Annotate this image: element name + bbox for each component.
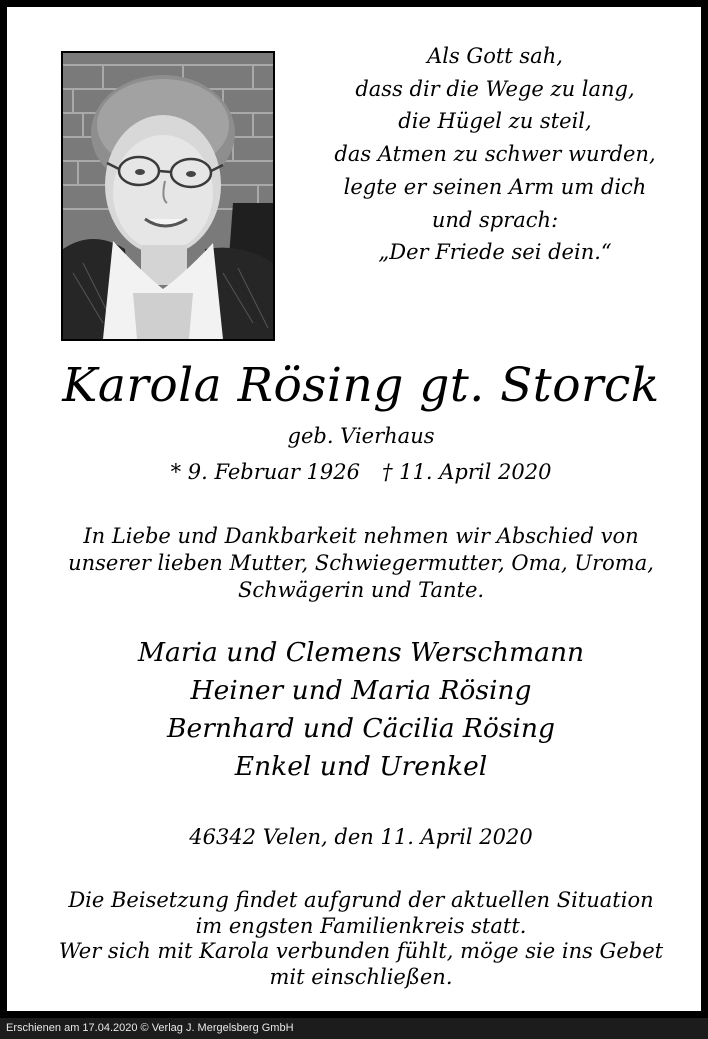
burial-line: mit einschließen. — [269, 964, 453, 989]
life-dates — [7, 455, 708, 489]
poem-line: dass dir die Wege zu lang, — [355, 76, 635, 101]
poem — [297, 40, 693, 269]
burial-line: Wer sich mit Karola verbunden fühlt, möge sie ins Gebet — [58, 939, 664, 963]
farewell-text — [7, 523, 708, 604]
birth-name: geb. Vierhaus — [287, 424, 435, 448]
poem-line: das Atmen zu schwer wurden, — [334, 142, 656, 167]
family-line: Maria und Clemens Werschmann — [137, 637, 585, 668]
birth-date: * 9. Februar 1926 — [170, 460, 360, 484]
farewell-line: unserer lieben Mutter, Schwiegermutter, Oma, Uroma, — [68, 551, 654, 575]
burial-notice — [7, 888, 708, 990]
burial-line: Die Beisetzung findet aufgrund der aktuellen Situation — [68, 888, 654, 912]
death-date: † 11. April 2020 — [381, 460, 552, 484]
poem-line: legte er seinen Arm um dich — [343, 174, 647, 199]
farewell-line: In Liebe und Dankbarkeit nehmen wir Abschied von — [83, 524, 639, 548]
deceased-name: Karola Rösing gt. Storck — [62, 358, 660, 413]
publication-footer: Erschienen am 17.04.2020 © Verlag J. Mergelsberg GmbH — [0, 1018, 708, 1039]
poem-line: „Der Friede sei dein.“ — [378, 240, 612, 265]
poem-line: die Hügel zu steil, — [398, 109, 592, 134]
family-line: Enkel und Urenkel — [234, 751, 488, 782]
family-line: Heiner und Maria Rösing — [190, 675, 532, 706]
poem-line: Als Gott sah, — [427, 44, 563, 68]
burial-line: im engsten Familienkreis statt. — [195, 913, 527, 938]
portrait-photo — [61, 51, 275, 341]
family-line: Bernhard und Cäcilia Rösing — [167, 713, 555, 744]
farewell-line: Schwägerin und Tante. — [237, 578, 485, 602]
place-date: 46342 Velen, den 11. April 2020 — [189, 825, 533, 849]
family-mourners — [7, 634, 708, 786]
poem-line: und sprach: — [431, 207, 559, 232]
